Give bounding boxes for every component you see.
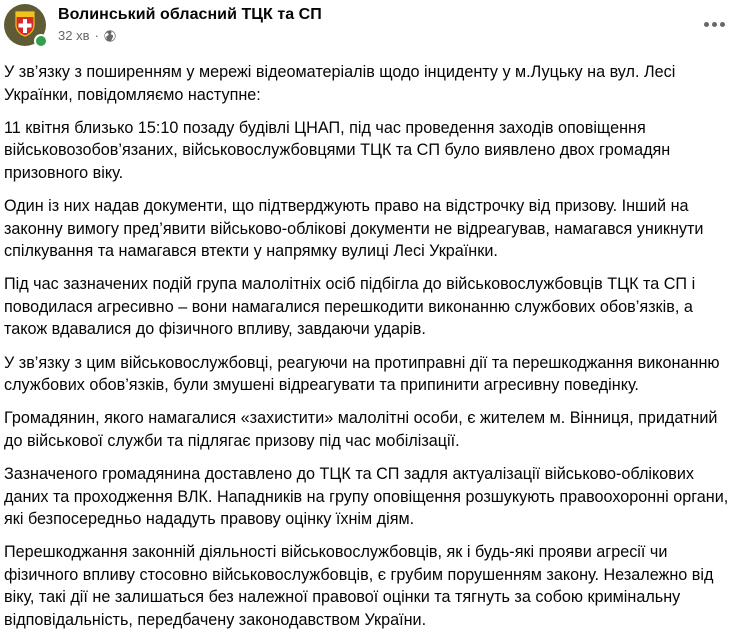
post-header (0, 0, 740, 56)
meta-separator: · (94, 28, 99, 43)
post-paragraph: 11 квітня близько 15:10 позаду будівлі ЦНАП, під час проведення заходів оповіщення військовозобов’язаних, військовослужбовцями ТЦК та СП було виявлено двох громадян призовного віку. (4, 118, 671, 182)
more-horizontal-icon (720, 22, 725, 27)
post-paragraph: Під час зазначених подій група малолітніх осіб підбігла до військовослужбовців ТЦК та СП і поводилася агресивно – вони намагалися перешкодити виконанню службових обов’язків, а також вдавалися до фізичного впливу, завдаючи ударів. (4, 275, 696, 339)
coat-of-arms-icon (15, 11, 35, 37)
more-horizontal-icon (712, 22, 717, 27)
online-status-indicator (34, 34, 48, 48)
post-meta (58, 28, 116, 43)
globe-icon[interactable] (104, 30, 116, 42)
post-paragraph: Один із них надав документи, що підтверджують право на відстрочку від призову. Інший на законну вимогу пред’явити військово-облікові документи не відреагував, намагався уникнути спілкування та намагався втекти у напрямку вулиці Лесі Українки. (4, 196, 704, 261)
avatar[interactable] (4, 4, 46, 46)
post-paragraph: Перешкоджання законній діяльності військовослужбовців, як і будь-які прояви агресії чи фізичного впливу стосовно військовослужбовців, є грубим порушенням закону. Незалежно від віку, такі дії не залишаться без належної правової оцінки та тягнуть за собою кримінальну відповідальність, передбачену законодавством України. (4, 543, 714, 629)
more-horizontal-icon (704, 22, 709, 27)
post-paragraph: Зазначеного громадянина доставлено до ТЦК та СП задля актуалізації військово-облікових даних та проходження ВЛК. Нападників на групу оповіщення розшукують правоохоронні органи, які безпосередньо нададуть правову оцінку їхнім діям. (4, 464, 729, 529)
post-paragraph: Громадянин, якого намагалися «захистити» малолітні особи, є жителем м. Вінниця, придатний до військової служби та підлягає призову під час мобілізації. (4, 409, 718, 450)
more-options-button[interactable] (696, 10, 732, 38)
post-paragraph: У зв’язку з цим військовослужбовці, реагуючи на протиправні дії та перешкоджання виконанню службових обов’язків, були змушені відреагувати та припинити агресивну поведінку. (4, 353, 720, 395)
post-paragraph: У зв’язку з поширенням у мережі відеоматеріалів щодо інциденту у м.Луцьку на вул. Лесі Українки, повідомляємо наступне: (4, 63, 676, 104)
author-name[interactable]: Волинський обласний ТЦК та СП (58, 6, 322, 23)
post-body (4, 61, 732, 642)
post-timestamp[interactable]: 32 хв (58, 28, 90, 43)
